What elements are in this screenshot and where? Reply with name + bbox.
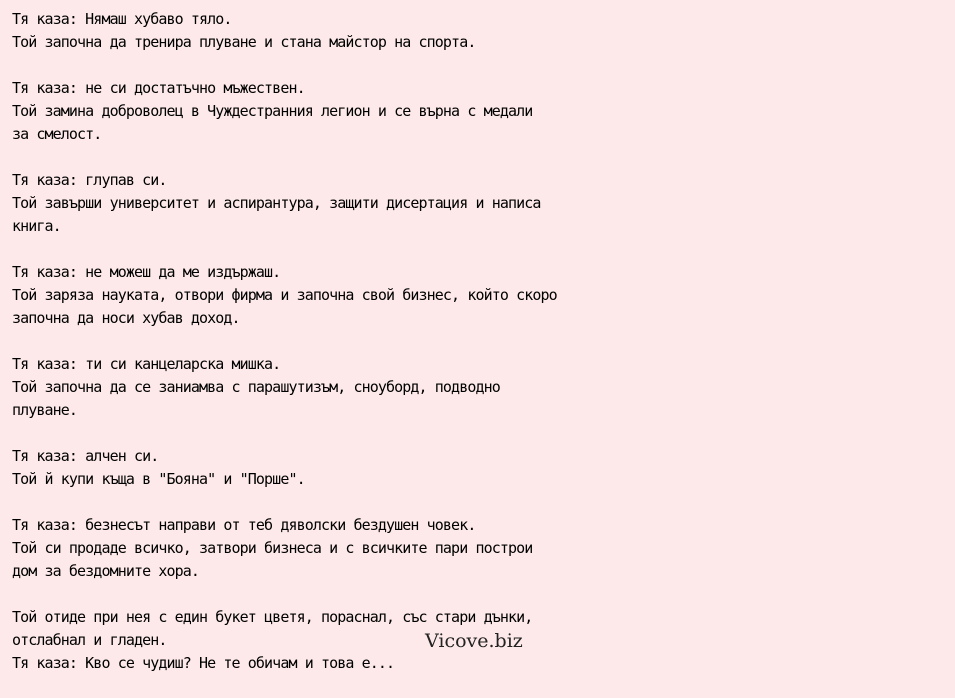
- stanza-4: [12, 261, 942, 330]
- text-line: Той й купи къща в "Бояна" и "Порше".: [12, 470, 305, 488]
- text-line: за смелост.: [12, 125, 102, 143]
- stanza-1: [12, 8, 942, 54]
- text-line: книга.: [12, 217, 61, 235]
- text-line: отслабнал и гладен.: [12, 631, 167, 649]
- stanza-6: [12, 445, 942, 491]
- stanza-2: [12, 77, 942, 146]
- text-line: дом за бездомните хора.: [12, 562, 200, 580]
- text-line: Тя каза: безнесът направи от теб дяволски бездушен човек.: [12, 516, 476, 534]
- text-line: Тя каза: алчен си.: [12, 447, 159, 465]
- text-line: Той започна да тренира плуване и стана майстор на спорта.: [12, 33, 476, 51]
- text-line: Тя каза: не можеш да ме издържаш.: [12, 263, 281, 281]
- text-line: Той си продаде всичко, затвори бизнеса и с всичките пари построи: [12, 539, 533, 557]
- text-line: Той започна да се заниамва с парашутизъм, сноуборд, подводно: [12, 378, 500, 396]
- joke-text: [12, 8, 942, 698]
- stanza-7: [12, 514, 942, 583]
- text-line: Той отиде при нея с един букет цветя, пораснал, със стари дънки,: [12, 608, 533, 626]
- text-line: Той завърши университет и аспирантура, защити дисертация и написа: [12, 194, 541, 212]
- text-line: Той замина доброволец в Чуждестранния легион и се върна с медали: [12, 102, 533, 120]
- stanza-3: [12, 169, 942, 238]
- text-line: Тя каза: Кво се чудиш? Не те обичам и това е...: [12, 654, 395, 672]
- text-line: Тя каза: ти си канцеларска мишка.: [12, 355, 281, 373]
- site-watermark: Vicove.biz: [425, 630, 523, 652]
- text-line: Тя каза: глупав си.: [12, 171, 167, 189]
- text-line: Той заряза науката, отвори фирма и започна свой бизнес, който скоро: [12, 286, 557, 304]
- text-line: Тя каза: Нямаш хубаво тяло.: [12, 10, 232, 28]
- stanza-5: [12, 353, 942, 422]
- text-line: Тя каза: не си достатъчно мъжествен.: [12, 79, 305, 97]
- text-line: плуване.: [12, 401, 78, 419]
- text-line: започна да носи хубав доход.: [12, 309, 240, 327]
